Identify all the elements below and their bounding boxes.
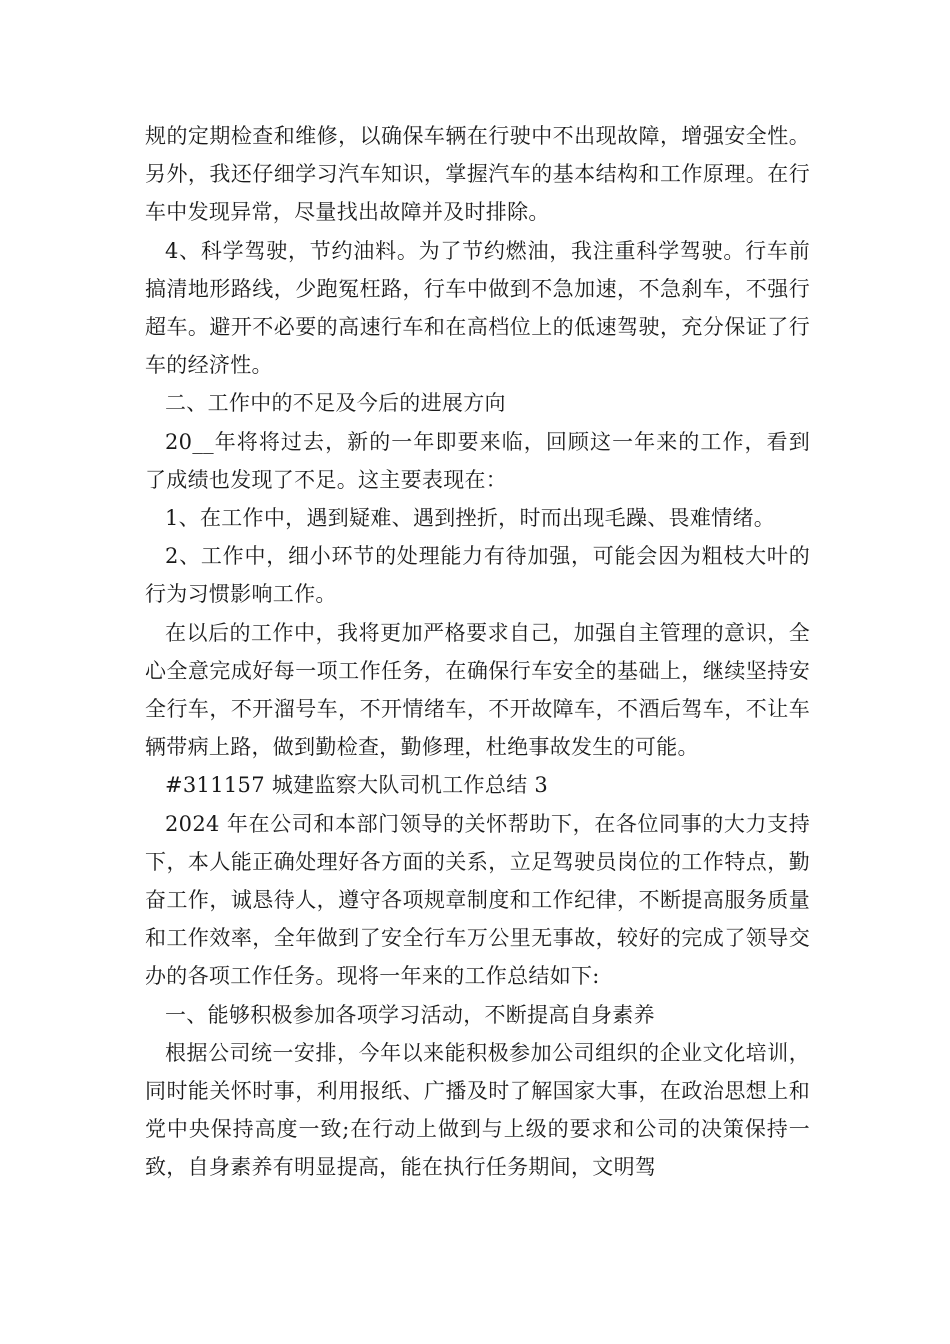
paragraph-year-review: 20__年将将过去，新的一年即要来临，回顾这一年来的工作，看到了成绩也发现了不足。这主要表现在： [145,429,810,492]
section-heading-learning: 一、能够积极参加各项学习活动，不断提高自身素养 [165,1002,655,1027]
paragraph-2024-summary: 2024 年在公司和本部门领导的关怀帮助下，在各位同事的大力支持下，本人能正确处理好各方面的关系，立足驾驶员岗位的工作特点，勤奋工作，诚恳待人，遵守各项规章制度和工作纪律，不断提高服务质量和工作效率，全年做到了安全行车万公里无事故，较好的完成了领导交办的各项工作任务。现将一年来的工作总结如下: [145,811,810,989]
paragraph-maintenance: 规的定期检查和维修，以确保车辆在行驶中不出现故障，增强安全性。另外，我还仔细学习汽车知识，掌握汽车的基本结构和工作原理。在行车中发现异常，尽量找出故障并及时排除。 [145,124,810,225]
paragraph-future-plan: 在以后的工作中，我将更加严格要求自己，加强自主管理的意识，全心全意完成好每一项工作任务，在确保行车安全的基础上，继续坚持安全行车，不开溜号车，不开情绪车，不开故障车，不酒后驾车，不让车辆带病上路，做到勤检查，勤修理，杜绝事故发生的可能。 [145,620,810,760]
list-item-shortcoming-1: 1、在工作中，遇到疑难、遇到挫折，时而出现毛躁、畏难情绪。 [165,506,776,531]
document-section-title: #311157 城建监察大队司机工作总结 3 [165,773,549,798]
paragraph-fuel-saving: 4、科学驾驶，节约油料。为了节约燃油，我注重科学驾驶。行车前搞清地形路线，少跑冤枉路，行车中做到不急加速，不急刹车，不强行超车。避开不必要的高速行车和在高档位上的低速驾驶，充分保证了行车的经济性。 [145,238,810,378]
document-body [145,117,810,1187]
paragraph-training: 根据公司统一安排，今年以来能积极参加公司组织的企业文化培训，同时能关怀时事，利用报纸、广播及时了解国家大事，在政治思想上和党中央保持高度一致;在行动上做到与上级的要求和公司的决策保持一致，自身素养有明显提高，能在执行任务期间，文明驾 [145,1040,810,1180]
section-heading-shortcomings: 二、工作中的不足及今后的进展方向 [165,391,506,416]
list-item-shortcoming-2: 2、工作中，细小环节的处理能力有待加强，可能会因为粗枝大叶的行为习惯影响工作。 [145,544,810,607]
